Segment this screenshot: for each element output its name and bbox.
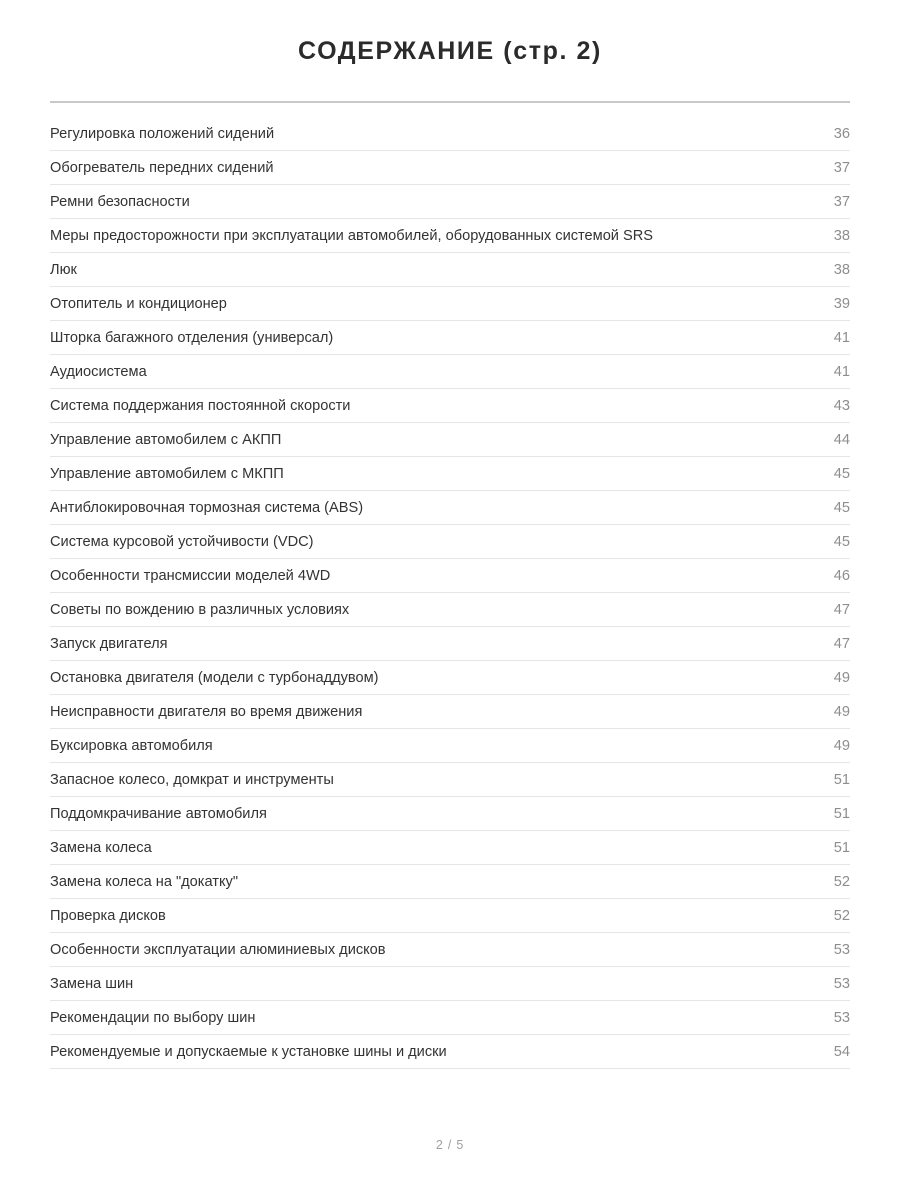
toc-row[interactable] — [50, 729, 850, 763]
toc-row[interactable] — [50, 525, 850, 559]
toc-entry-title: Замена колеса на "докатку" — [50, 874, 239, 890]
toc-row[interactable] — [50, 627, 850, 661]
toc-row[interactable] — [50, 423, 850, 457]
toc-entry-title: Управление автомобилем с АКПП — [50, 432, 282, 448]
toc-row[interactable] — [50, 933, 850, 967]
toc-entry-page-number: 37 — [833, 160, 850, 176]
toc-entry-page-number: 47 — [833, 602, 850, 618]
toc-entry-title: Управление автомобилем с МКПП — [50, 466, 284, 482]
page-title: СОДЕРЖАНИЕ (стр. 2) — [298, 37, 602, 65]
table-of-contents — [0, 103, 900, 1069]
toc-row[interactable] — [50, 457, 850, 491]
page-indicator: 2 / 5 — [435, 1138, 465, 1152]
toc-entry-page-number: 45 — [833, 534, 850, 550]
toc-entry-title: Система курсовой устойчивости (VDC) — [50, 534, 314, 550]
toc-entry-title: Система поддержания постоянной скорости — [50, 398, 351, 414]
toc-row[interactable] — [50, 1001, 850, 1035]
toc-entry-page-number: 54 — [833, 1044, 850, 1060]
toc-row[interactable] — [50, 151, 850, 185]
toc-row[interactable] — [50, 899, 850, 933]
toc-row[interactable] — [50, 967, 850, 1001]
toc-entry-page-number: 46 — [833, 568, 850, 584]
toc-entry-title: Меры предосторожности при эксплуатации автомобилей, оборудованных системой SRS — [50, 228, 654, 244]
toc-entry-page-number: 51 — [833, 806, 850, 822]
toc-entry-page-number: 41 — [833, 364, 850, 380]
toc-entry-page-number: 51 — [833, 840, 850, 856]
toc-entry-page-number: 38 — [833, 262, 850, 278]
toc-entry-page-number: 51 — [833, 772, 850, 788]
toc-row[interactable] — [50, 287, 850, 321]
toc-entry-page-number: 44 — [833, 432, 850, 448]
toc-row[interactable] — [50, 253, 850, 287]
toc-entry-title: Буксировка автомобиля — [50, 738, 213, 754]
toc-row[interactable] — [50, 763, 850, 797]
toc-entry-page-number: 49 — [833, 704, 850, 720]
toc-row[interactable] — [50, 219, 850, 253]
toc-row[interactable] — [50, 491, 850, 525]
toc-row[interactable] — [50, 831, 850, 865]
toc-entry-title: Замена колеса — [50, 840, 152, 856]
toc-row[interactable] — [50, 389, 850, 423]
toc-entry-page-number: 52 — [833, 874, 850, 890]
toc-entry-title: Обогреватель передних сидений — [50, 160, 274, 176]
toc-row[interactable] — [50, 559, 850, 593]
toc-entry-title: Регулировка положений сидений — [50, 126, 275, 142]
toc-row[interactable] — [50, 355, 850, 389]
toc-row[interactable] — [50, 865, 850, 899]
toc-entry-title: Неисправности двигателя во время движения — [50, 704, 363, 720]
toc-entry-title: Советы по вождению в различных условиях — [50, 602, 350, 618]
toc-entry-title: Поддомкрачивание автомобиля — [50, 806, 267, 822]
toc-entry-title: Шторка багажного отделения (универсал) — [50, 330, 334, 346]
toc-entry-page-number: 43 — [833, 398, 850, 414]
toc-row[interactable] — [50, 185, 850, 219]
toc-entry-page-number: 36 — [833, 126, 850, 142]
toc-entry-title: Антиблокировочная тормозная система (ABS) — [50, 500, 364, 516]
toc-entry-page-number: 39 — [833, 296, 850, 312]
toc-row[interactable] — [50, 661, 850, 695]
toc-entry-title: Рекомендуемые и допускаемые к установке шины и диски — [50, 1044, 447, 1060]
toc-row[interactable] — [50, 117, 850, 151]
toc-entry-page-number: 53 — [833, 1010, 850, 1026]
toc-row[interactable] — [50, 695, 850, 729]
toc-entry-page-number: 49 — [833, 738, 850, 754]
toc-entry-page-number: 53 — [833, 976, 850, 992]
toc-entry-page-number: 52 — [833, 908, 850, 924]
toc-row[interactable] — [50, 593, 850, 627]
toc-entry-title: Особенности эксплуатации алюминиевых дисков — [50, 942, 386, 958]
toc-entry-page-number: 47 — [833, 636, 850, 652]
toc-entry-page-number: 37 — [833, 194, 850, 210]
toc-entry-title: Люк — [50, 262, 77, 278]
toc-entry-title: Ремни безопасности — [50, 194, 190, 210]
toc-row[interactable] — [50, 1035, 850, 1069]
toc-entry-title: Отопитель и кондиционер — [50, 296, 227, 312]
toc-entry-page-number: 41 — [833, 330, 850, 346]
document-header — [0, 0, 900, 103]
toc-entry-title: Проверка дисков — [50, 908, 166, 924]
toc-entry-page-number: 45 — [833, 500, 850, 516]
toc-entry-title: Запуск двигателя — [50, 636, 168, 652]
toc-entry-title: Особенности трансмиссии моделей 4WD — [50, 568, 331, 584]
toc-entry-page-number: 45 — [833, 466, 850, 482]
toc-row[interactable] — [50, 797, 850, 831]
toc-entry-title: Рекомендации по выбору шин — [50, 1010, 256, 1026]
toc-entry-page-number: 38 — [833, 228, 850, 244]
toc-entry-title: Запасное колесо, домкрат и инструменты — [50, 772, 334, 788]
toc-entry-page-number: 49 — [833, 670, 850, 686]
toc-entry-page-number: 53 — [833, 942, 850, 958]
toc-entry-title: Аудиосистема — [50, 364, 147, 380]
toc-entry-title: Замена шин — [50, 976, 134, 992]
toc-entry-title: Остановка двигателя (модели с турбонаддувом) — [50, 670, 379, 686]
toc-row[interactable] — [50, 321, 850, 355]
document-footer — [0, 1136, 900, 1200]
